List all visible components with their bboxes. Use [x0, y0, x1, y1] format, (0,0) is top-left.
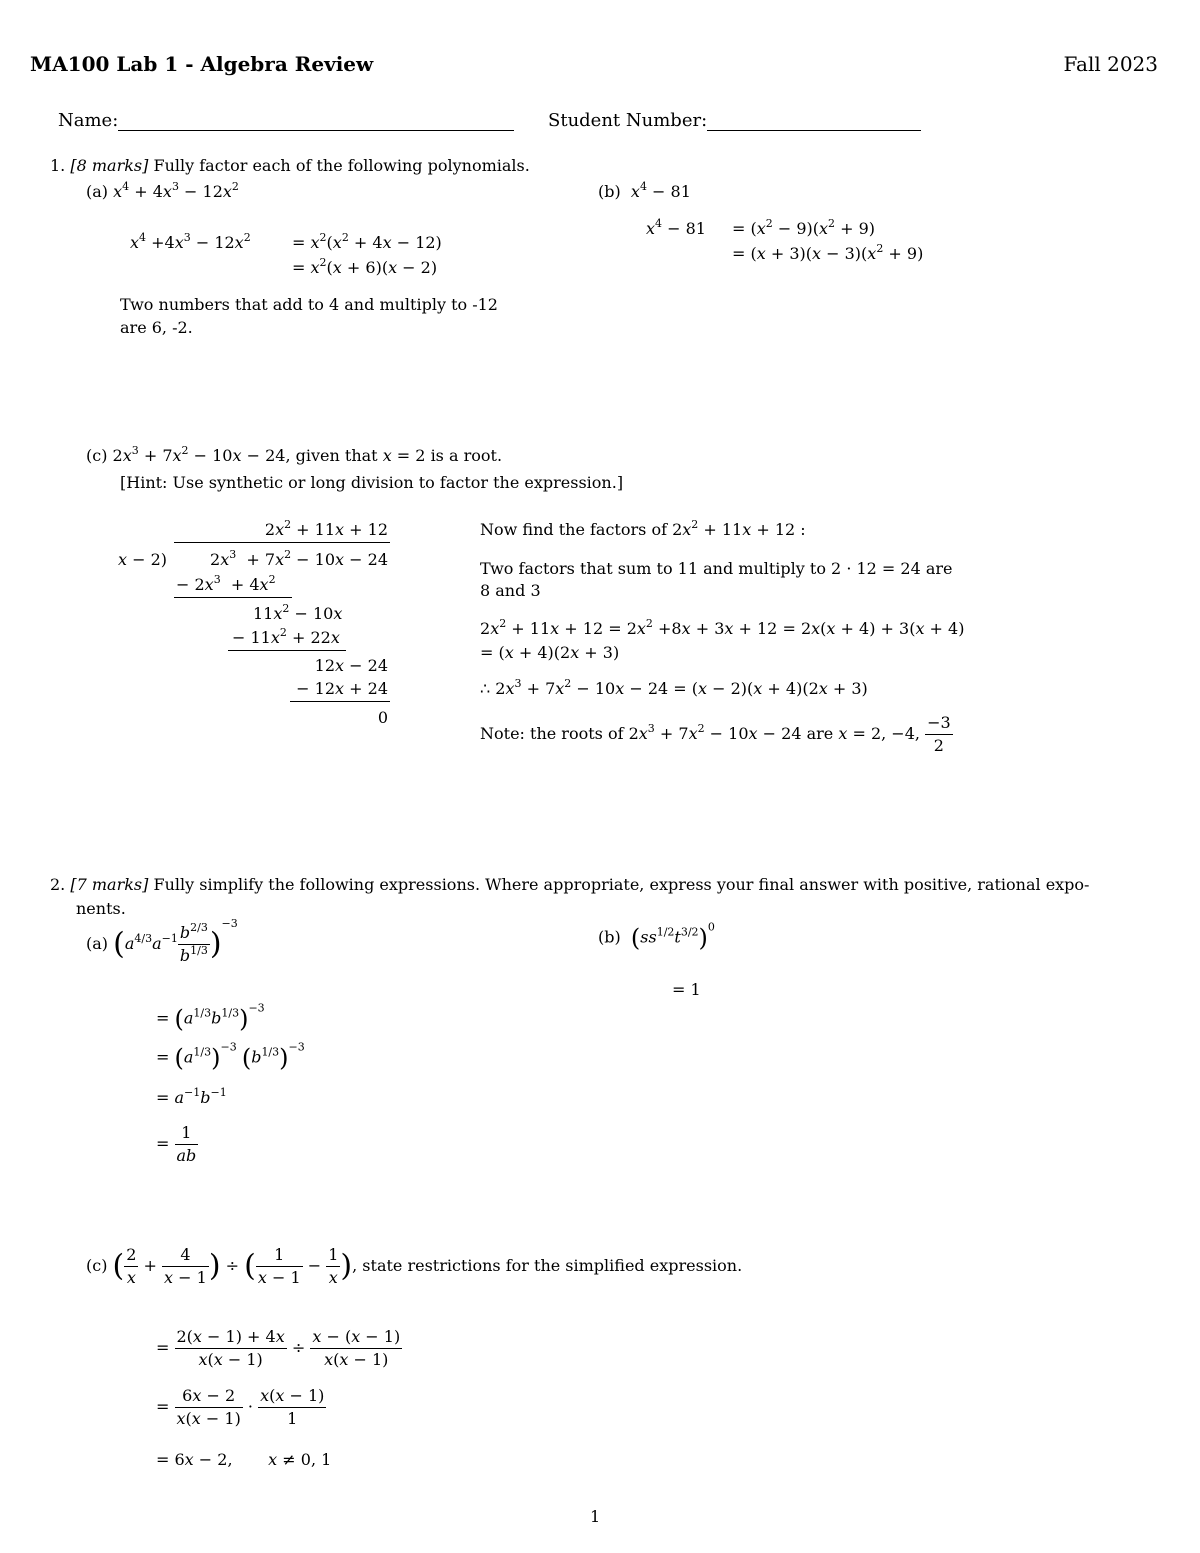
term-label: Fall 2023: [1063, 52, 1158, 76]
q2b-problem: (b) $(ss^{1/2}t^{3/2})^0$: [598, 920, 715, 952]
q1a-note-line2: are 6, -2.: [120, 318, 193, 337]
q1b-work-step2: = $(x + 3)(x - 3)(x^2 + 9)$: [732, 242, 924, 263]
division-sub3: − 12x + 24: [296, 679, 388, 698]
division-sub2: − $11x^2 + 22x$: [232, 626, 340, 647]
division-rem2: 12x − 24: [314, 656, 388, 675]
name-label: Name:: [58, 110, 119, 131]
page-number: 1: [590, 1507, 601, 1526]
student-number-line: [707, 112, 921, 131]
q2b-label: (b): [598, 927, 621, 947]
q2-instruction: 2. [7 marks] Fully simplify the following expressions. Where appropriate, express your final answer with positive, rational expo-: [50, 875, 1090, 894]
name-field[interactable]: [58, 110, 514, 131]
q1c-roots-note: Note: the roots of $2x^3 + 7x^2 - 10x - 24$ are x = 2, −4, $\frac{-3}{2}$: [480, 713, 951, 755]
q1a-work-step1: = $x^2(x^2 + 4x - 12)$: [292, 231, 442, 252]
q1b-work-lhs: $x^4 - 81$: [646, 217, 706, 238]
q2a-step2: = $(a^{1/3})^{-3}$ $(b^{1/3})^{-3}$: [156, 1040, 305, 1072]
q2a-step4: = $\frac{1}{ab}$: [156, 1123, 197, 1165]
division-sub1: − $2x^3 + 4x^2$: [176, 573, 276, 594]
page-title: MA100 Lab 1 - Algebra Review: [30, 52, 374, 76]
q1a-problem: (a) $x^4 + 4x^3 - 12x^2$: [86, 180, 239, 201]
q1c-problem: (c) $2x^3 + 7x^2 - 10x - 24$, given that x = 2 is a root.: [86, 444, 503, 465]
q1a-work-lhs: $x^4 +4x^3 - 12x^2$: [130, 231, 251, 252]
q1c-grouping: $2x^2 + 11x + 12 = 2x^2 +8x + 3x + 12 = 2x(x + 4) + 3(x + 4)$: [480, 617, 965, 638]
q1-instruction: 1. [8 marks] Fully factor each of the following polynomials.: [50, 156, 530, 175]
division-rule1: [174, 597, 292, 598]
q2a-step3: = $a^{-1}b^{-1}$: [156, 1086, 227, 1107]
q2c-problem: (c) ( $\frac{2}{x}$ + $\frac{4}{x - 1}$ ) ÷ ( $\frac{1}{x - 1}$ − $\frac{1}{x}$ ), state restrictions for the simplified expression.: [86, 1245, 743, 1287]
q1c-two-factors: Two factors that sum to 11 and multiply to 2 · 12 = 24 are: [480, 559, 953, 578]
q1a-label: (a): [86, 182, 109, 201]
q2a-problem: (a) ($a^{4/3}a^{-1}$ $\frac{b^{2/3}}{b^{1/3}}$ )$^{-3}$: [86, 917, 238, 965]
division-quotient: $2x^2 + 11x + 12$: [264, 518, 388, 539]
q1b-problem: (b) $x^4 - 81$: [598, 180, 691, 201]
division-divisor: x − 2): [118, 550, 168, 569]
q2c-label: (c): [86, 1256, 108, 1275]
q1c-eight-three: 8 and 3: [480, 581, 541, 600]
q1c-hint: [Hint: Use synthetic or long division to factor the expression.]: [120, 473, 624, 492]
q2c-step3: = 6x − 2, x ≠ 0, 1: [156, 1450, 332, 1469]
division-remainder: 0: [377, 708, 388, 727]
q2c-step2: = $\frac{6x - 2}{x(x - 1)}$ · $\frac{x(x - 1)}{1}$: [156, 1386, 325, 1428]
student-number-label: Student Number:: [548, 110, 708, 131]
q1c-therefore: ∴ $2x^3 + 7x^2 - 10x - 24 = (x - 2)(x + 4)(2x + 3)$: [480, 677, 868, 698]
q2a-step1: = $(a^{1/3}b^{1/3})^{-3}$: [156, 1001, 265, 1033]
name-line: [118, 112, 514, 131]
student-number-field[interactable]: [548, 110, 921, 131]
division-rem1: $11x^2 - 10x$: [253, 602, 343, 623]
q2b-result: = 1: [672, 980, 701, 999]
q2-instruction-cont: nents.: [76, 899, 126, 918]
q1c-label: (c): [86, 446, 108, 465]
q1b-work-step1: = $(x^2 - 9)(x^2 + 9)$: [732, 217, 876, 238]
q2a-label: (a): [86, 934, 109, 953]
q1a-work-step2: = $x^2(x + 6)(x - 2)$: [292, 256, 438, 277]
q2c-step1: = $\frac{2(x - 1) + 4x}{x(x - 1)}$ ÷ $\frac{x - (x - 1)}{x(x - 1)}$: [156, 1327, 401, 1369]
division-rule3: [290, 701, 390, 702]
division-dividend: $2x^3 + 7x^2 - 10x - 24$: [210, 548, 388, 569]
division-bar: [174, 542, 390, 543]
q1c-grouping-result: = (x + 4)(2x + 3): [480, 643, 620, 662]
q1b-label: (b): [598, 182, 621, 201]
q1a-note-line1: Two numbers that add to 4 and multiply to -12: [120, 295, 498, 314]
q1c-now-find: Now find the factors of $2x^2 + 11x + 12$ :: [480, 518, 806, 539]
division-rule2: [228, 650, 346, 651]
